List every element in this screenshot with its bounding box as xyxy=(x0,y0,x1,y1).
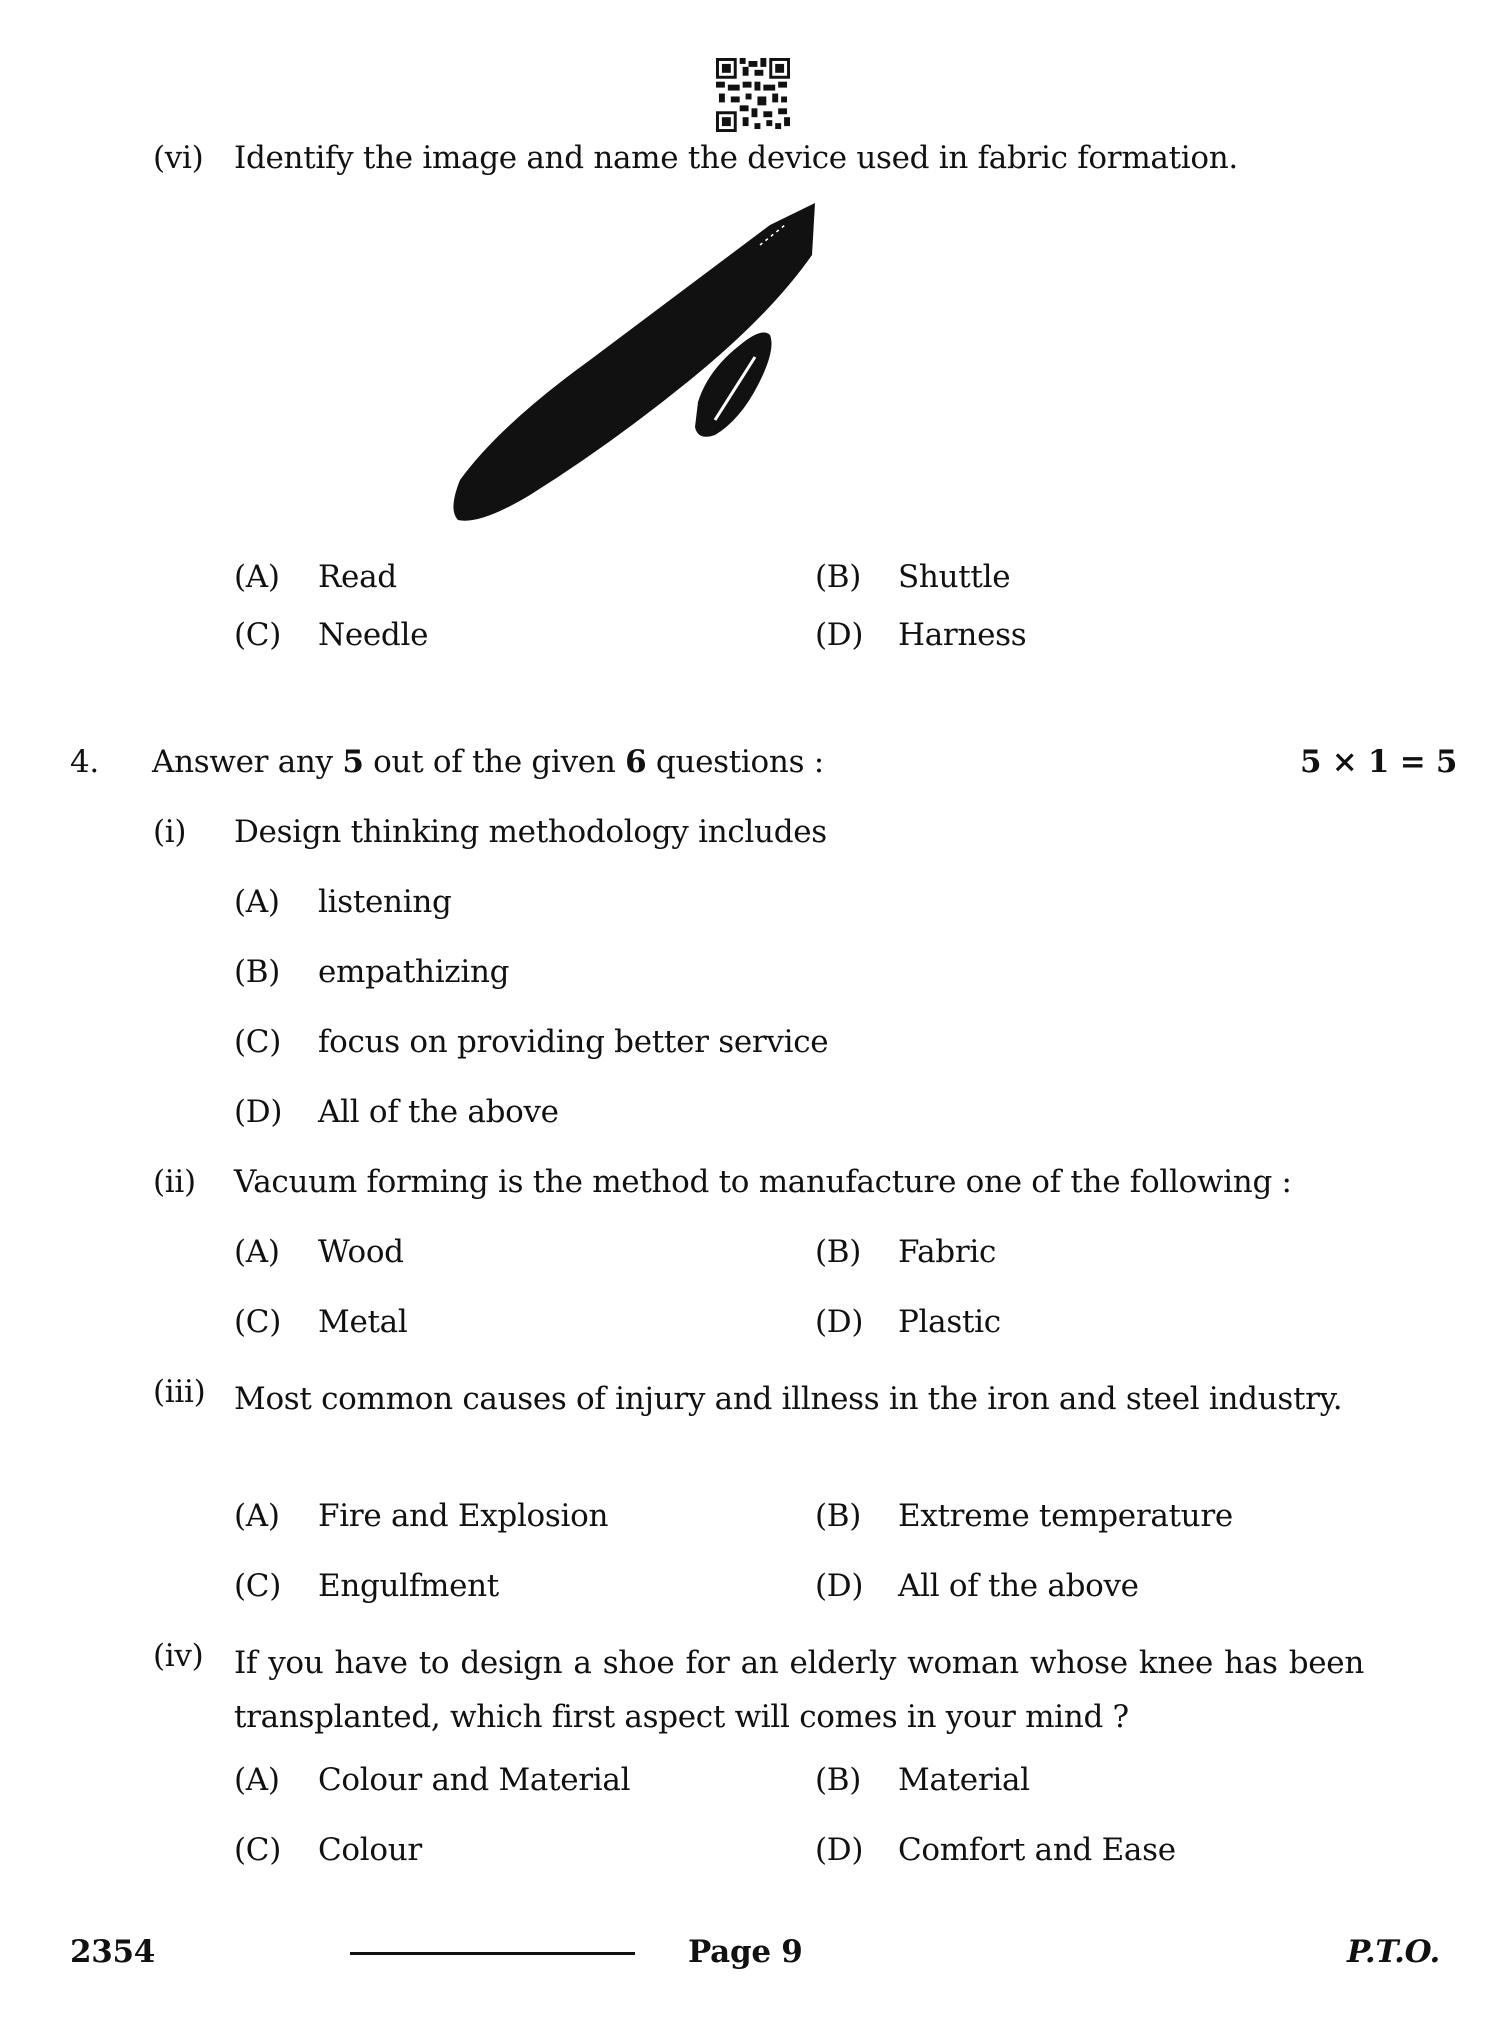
option-label: (C) xyxy=(234,1832,282,1868)
option-text: Fabric xyxy=(898,1234,997,1270)
option-text: Fire and Explosion xyxy=(318,1498,609,1534)
option-text: Engulfment xyxy=(318,1568,499,1604)
page-number: Page 9 xyxy=(688,1934,803,1970)
option-text: Harness xyxy=(898,617,1027,653)
option-label: (C) xyxy=(234,1568,282,1604)
option-text: Shuttle xyxy=(898,559,1011,595)
option-text: Wood xyxy=(318,1234,404,1270)
question-number: (vi) xyxy=(153,140,204,176)
footer-divider xyxy=(350,1952,635,1955)
shuttle-image-icon xyxy=(440,195,840,540)
option-label: (A) xyxy=(234,1762,280,1798)
please-turn-over: P.T.O. xyxy=(1346,1934,1440,1970)
option-label: (D) xyxy=(815,1832,864,1868)
question-text: Most common causes of injury and illness in the iron and steel industry. xyxy=(234,1381,1343,1417)
option-text: Extreme temperature xyxy=(898,1498,1233,1534)
option-label: (C) xyxy=(234,1024,282,1060)
option-label: (A) xyxy=(234,559,280,595)
option-text: Needle xyxy=(318,617,429,653)
option-text: Read xyxy=(318,559,397,595)
question-number: (iv) xyxy=(153,1638,204,1674)
marks-allocation: 5 × 1 = 5 xyxy=(1300,744,1458,780)
question-number: (ii) xyxy=(153,1164,196,1200)
option-label: (B) xyxy=(234,954,281,990)
option-text: Comfort and Ease xyxy=(898,1832,1176,1868)
option-text: All of the above xyxy=(898,1568,1139,1604)
question-text: Design thinking methodology includes xyxy=(234,814,827,850)
option-text: Colour xyxy=(318,1832,422,1868)
paper-code: 2354 xyxy=(70,1934,156,1970)
option-text: Colour and Material xyxy=(318,1762,631,1798)
question-number: (iii) xyxy=(153,1374,206,1410)
option-label: (D) xyxy=(815,1568,864,1604)
option-label: (A) xyxy=(234,1234,280,1270)
option-text: focus on providing better service xyxy=(318,1024,829,1060)
option-text: Material xyxy=(898,1762,1030,1798)
option-label: (D) xyxy=(815,617,864,653)
option-label: (B) xyxy=(815,1762,862,1798)
option-text: All of the above xyxy=(318,1094,559,1130)
question-number: 4. xyxy=(70,744,99,780)
option-text: Metal xyxy=(318,1304,408,1340)
question-number: (i) xyxy=(153,814,187,850)
option-text: listening xyxy=(318,884,452,920)
option-label: (B) xyxy=(815,1234,862,1270)
question-text: Vacuum forming is the method to manufacture one of the following : xyxy=(234,1164,1292,1200)
question-instruction: Answer any 5 out of the given 6 questions : xyxy=(152,744,824,780)
qr-code-icon xyxy=(715,58,791,132)
option-label: (A) xyxy=(234,1498,280,1534)
option-label: (B) xyxy=(815,1498,862,1534)
option-text: empathizing xyxy=(318,954,510,990)
option-label: (A) xyxy=(234,884,280,920)
question-text: Identify the image and name the device used in fabric formation. xyxy=(234,140,1238,176)
option-label: (C) xyxy=(234,1304,282,1340)
option-label: (D) xyxy=(234,1094,283,1130)
option-text: Plastic xyxy=(898,1304,1001,1340)
option-label: (D) xyxy=(815,1304,864,1340)
option-label: (C) xyxy=(234,617,282,653)
option-label: (B) xyxy=(815,559,862,595)
question-text: If you have to design a shoe for an elderly woman whose knee has been transplanted, which first aspect will comes in your mind ? xyxy=(234,1645,1364,1735)
